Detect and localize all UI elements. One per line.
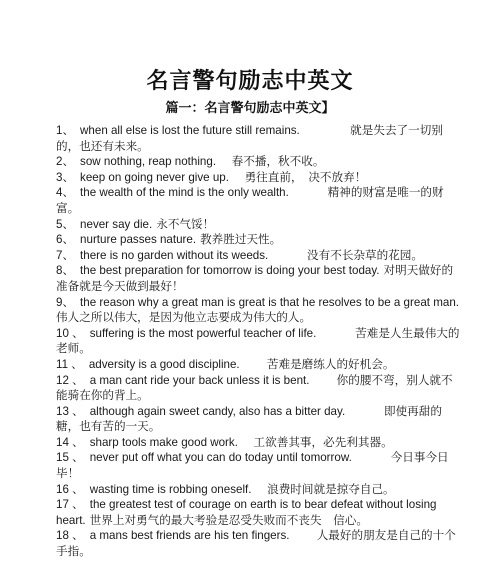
list-item: 16 、 wasting time is robbing oneself. 浪费时间就是掠夺自己。: [56, 481, 395, 496]
list-item: 9、 the reason why a great man is great is that he resolves to be a great man.伟人之所以伟大，是因为他立志要成为伟大的人。: [56, 295, 459, 325]
list-item: 17 、 the greatest test of courage on earth is to bear defeat without losing heart. 世界上对勇气的最大考验是忍受失败而不丧失 信心。: [56, 498, 437, 527]
section-heading: 篇一：名言警句励志中英文】: [165, 101, 335, 116]
list-item: 1、 when all else is lost the future still remains. 就是失去了一切别的，也还有未来。: [56, 123, 443, 153]
page-title: 名言警句励志中英文: [146, 69, 354, 94]
list-item: 8、 the best preparation for tomorrow is doing your best today. 对明天做好的准备就是今天做到最好！: [56, 263, 454, 293]
list-item: 5、 never say die. 永不气馁！: [56, 216, 215, 231]
quote-list: [56, 123, 464, 560]
list-item: 14 、 sharp tools make good work. 工欲善其事，必先利其器。: [56, 434, 393, 449]
list-item: 3、 keep on going never give up. 勇往直前， 决不放弃！: [56, 169, 367, 184]
list-item: 2、 sow nothing, reap nothing. 春不播，秋不收。: [56, 154, 325, 169]
list-item: 6、 nurture passes nature. 教养胜过天性。: [56, 232, 282, 247]
list-item: 12 、 a man cant ride your back unless it is bent. 你的腰不弯，别人就不能骑在你的背上。: [56, 372, 453, 403]
list-item: 11 、 adversity is a good discipline. 苦难是磨练人的好机会。: [56, 356, 395, 371]
list-item: 4、 the wealth of the mind is the only wealth. 精神的财富是唯一的财富。: [56, 185, 444, 215]
list-item: 10 、 suffering is the most powerful teacher of life. 苦难是人生最伟大的老师。: [56, 325, 460, 356]
list-item: 15 、 never put off what you can do today until tomorrow. 今日事今日毕！: [56, 450, 449, 481]
list-item: 18 、 a mans best friends are his ten fingers. 人最好的朋友是自己的十个手指。: [56, 528, 456, 559]
list-item: 7、 there is no garden without its weeds. 没有不长杂草的花园。: [56, 247, 423, 262]
list-item: 13 、 although again sweet candy, also has a bitter day. 即使再甜的糖，也有苦的一天。: [56, 403, 442, 434]
